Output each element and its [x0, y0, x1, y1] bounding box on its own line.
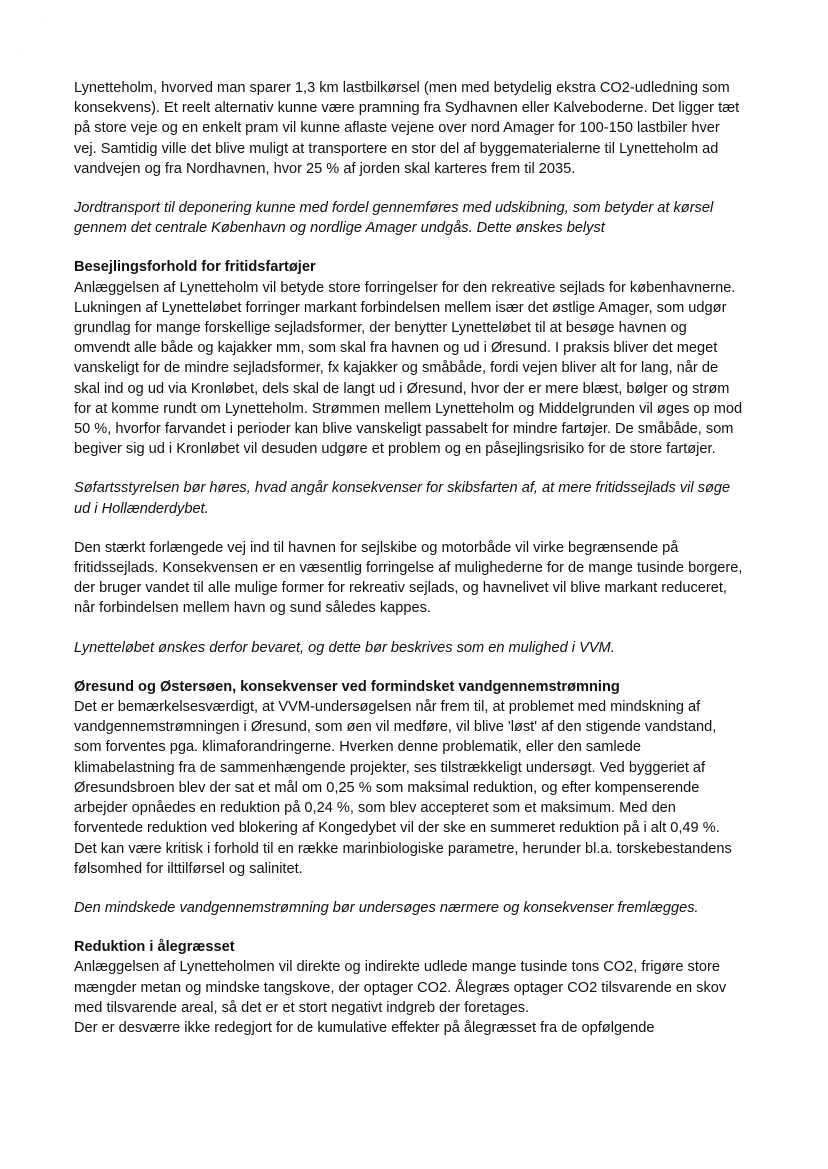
section-heading-water-flow: Øresund og Østersøen, konsekvenser ved formindsket vandgennemstrømning: [74, 678, 620, 695]
paragraph-eelgrass-continued: Der er desværre ikke redegjort for de kumulative effekter på ålegræsset fra de opfølgende: [74, 1019, 655, 1036]
paragraph-eelgrass: Anlæggelsen af Lynetteholmen vil direkte og indirekte udlede mange tusinde tons CO2, frigøre store mængder metan og mindske tangskove, der optager CO2. Ålegræs optager CO2 tilsvarende en skov med tilsvarende areal, så det er et stort negativt indgreb der foretages.: [74, 959, 727, 1016]
recommendation-water-flow: Den mindskede vandgennemstrømning bør undersøges nærmere og konsekvenser fremlægges.: [74, 899, 699, 916]
paragraph-sailing: Anlæggelsen af Lynetteholm vil betyde store forringelser for den rekreative sejlads for københavnerne. Lukningen af Lynetteløbet forringer markant forbindelsen mellem især det østlige Amager, som udgør grundlag for mange forskellige sejladsformer, der benytter Lynetteløbet til at besøge havnen og omvendt alle både og kajakker mm, som skal fra havnen og ud i Øresund. I praksis bliver det meget vanskeligt for de mindre sejladsformer, fx kajakker og småbåde, fordi vejen bliver alt for lang, når de skal ind og ud via Kronløbet, dels skal de langt ud i Øresund, hvor der er mere blæst, bølger og strøm for at komme rundt om Lynetteholm. Strømmen mellem Lynetteholm og Middelgrunden vil øges op mod 50 %, hvorfor farvandet i perioder kan blive vanskeligt passabelt for mindre fartøjer. De småbåde, som begiver sig ud i Kronløbet vil desuden udgøre et problem og en påsejlingsrisiko for de store fartøjer.: [74, 279, 743, 458]
section-heading-sailing: Besejlingsforhold for fritidsfartøjer: [74, 259, 316, 276]
scan-mark: ·: [17, 51, 19, 57]
recommendation-maritime-authority: Søfartsstyrelsen bør høres, hvad angår konsekvenser for skibsfarten af, at mere fritidssejlads vil søge ud i Hollænderdybet.: [74, 480, 731, 517]
scan-mark: ·: [44, 19, 46, 25]
paragraph-transport: Lynetteholm, hvorved man sparer 1,3 km lastbilkørsel (men med betydelig ekstra CO2-udledning som konsekvens). Et reelt alternativ kunne være pramning fra Sydhavnen eller Kalveboderne. Det ligger tæt på store veje og en enkelt pram vil kunne aflaste vejene over nord Amager for 100-150 lastbiler hver vej. Samtidig ville det blive muligt at transportere en stor del af byggematerialerne til Lynetteholm ad vandvejen og fra Nordhavnen, hvor 25 % af jorden skal karteres frem til 2035.: [74, 80, 740, 177]
recommendation-shipping: Jordtransport til deponering kunne med fordel gennemføres med udskibning, som betyder at kørsel gennem det centrale København og nordlige Amager undgås. Dette ønskes belyst: [74, 200, 714, 237]
document-page: [74, 78, 744, 1038]
paragraph-water-flow: Det er bemærkelsesværdigt, at VVM-undersøgelsen når frem til, at problemet med mindskning af vandgennemstrømningen i Øresund, som øen vil medføre, vil blive 'løst' af den stigende vandstand, som forventes pga. klimaforandringerne. Hverken denne problematik, eller den samlede klimabelastning fra de sammenhængende projekter, ses tilstrækkeligt undersøgt. Ved byggeriet af Øresundsbroen blev der sat et mål om 0,25 % som maksimal reduktion, og efter kompenserende arbejder opnåedes en reduktion på 0,24 %, som blev accepteret som et maksimum. Med den forventede reduktion ved blokering af Kongedybet vil der ske en summeret reduktion på i alt 0,49 %. Det kan være kritisk i forhold til en række marinbiologiske parametre, herunder bl.a. torskebestandens følsomhed for ilttilførsel og salinitet.: [74, 699, 732, 877]
section-heading-eelgrass: Reduktion i ålegræsset: [74, 939, 235, 956]
recommendation-lynettelobet: Lynetteløbet ønskes derfor bevaret, og dette bør beskrives som en mulighed i VVM.: [74, 639, 615, 656]
paragraph-route: Den stærkt forlængede vej ind til havnen for sejlskibe og motorbåde vil virke begrænsende på fritidssejlads. Konsekvensen er en væsentlig forringelse af mulighederne for de mange tusinde borgere, der bruger vandet til alle mulige former for rekreativ sejlads, og havnelivet vil blive markant reduceret, når forbindelsen mellem havn og sund således kappes.: [74, 539, 743, 617]
